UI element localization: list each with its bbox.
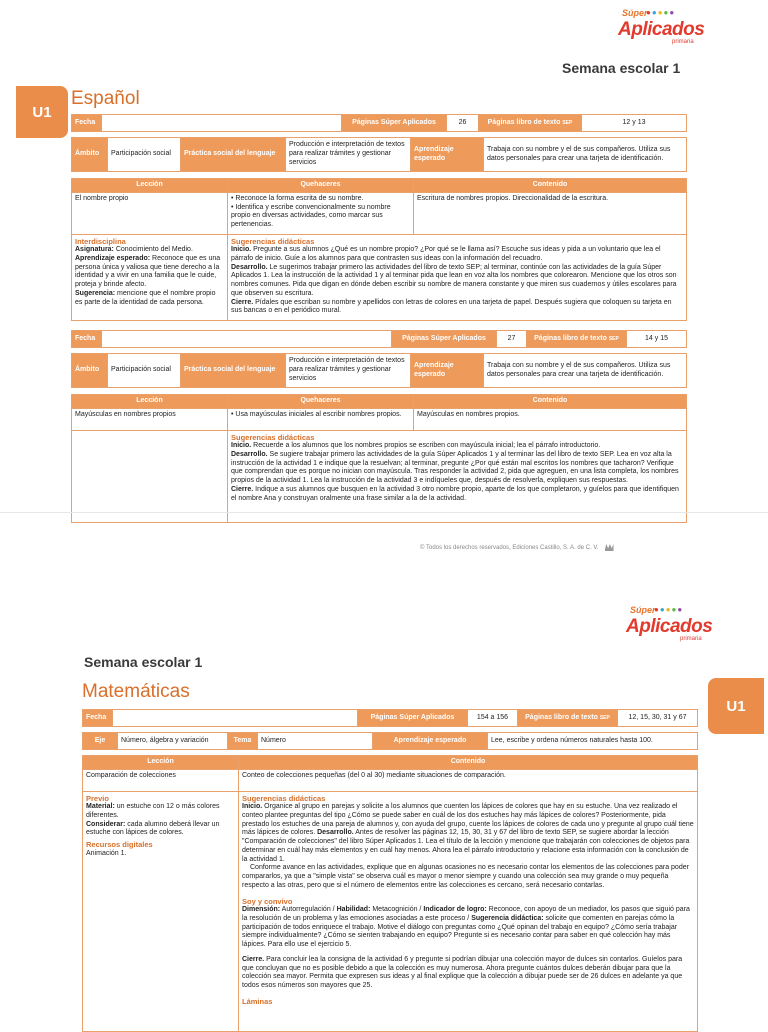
- copyright-footer: © Todos los derechos reservados, Ediciones Castillo, S. A. de C. V.: [420, 544, 614, 551]
- leccion-header: Lección: [72, 179, 228, 193]
- aprendizaje-label: Aprendizaje esperado: [411, 138, 484, 172]
- ambito-value: Participación social: [108, 354, 181, 388]
- paginas-label: Páginas Súper Aplicados: [358, 710, 468, 727]
- aprendizaje-value: Trabaja con su nombre y el de sus compañeros. Utiliza sus datos personales para crear una tarjeta de identificación.: [484, 354, 687, 388]
- practica-label: Práctica social del lenguaje: [181, 354, 286, 388]
- practica-value: Producción e interpretación de textos para realizar trámites y gestionar servicios: [286, 354, 411, 388]
- quehacer-item: • Usa mayúsculas iniciales al escribir nombres propios.: [231, 410, 402, 418]
- soy-convivo-title: Soy y convivo: [242, 896, 293, 906]
- quehaceres-header: Quehaceres: [228, 179, 414, 193]
- fecha-field[interactable]: [113, 710, 358, 727]
- math-header-row: [82, 709, 698, 727]
- leccion-header: Lección: [72, 395, 228, 409]
- lesson-2-header-row: [71, 330, 687, 348]
- recursos-value: Animación 1.: [86, 849, 127, 857]
- libro-value: 12, 15, 30, 31 y 67: [618, 710, 698, 727]
- aprendizaje-label: Aprendizaje esperado: [373, 733, 488, 750]
- quehacer-item: • Identifica y escribe convencionalmente su nombre propio en diversas actividades, como marcar sus pertenencias.: [231, 203, 391, 228]
- previo-title: Previo: [86, 793, 109, 803]
- contenido-value: Escritura de nombres propios. Direccionalidad de la escritura.: [414, 192, 687, 234]
- sugerencias-box: Sugerencias didácticas Inicio. Recuerde a los alumnos que los nombres propios se escriben con mayúscula inicial; lea el párrafo introductorio. Desarrollo. Se sugiere trabajar primero las actividades de la guía Súper Aplicados 1 y al terminar las del libro de texto SEP. Lea en voz alta la instrucción de la actividad 1 e indique que la resuelvan; al terminar, pregunte ¿Por qué están mal escritos los nombres que tacharon? Verifique que comprendan que es porque no inician con mayúscula. Tras responder la actividad 2, pida que agreguen, en una lista completa, los nombres propios de la actividad 1. Lea la instrucción de la actividad 3 e indíqueles que, después de resolverla, expliquen sus respuestas. Cierre. Indique a sus alumnos que busquen en la actividad 3 otro nombre propio, aparte de los que completaron, y guíelos para que identifiquen el nombre Ana y construyan oralmente una frase similar a la de la actividad.: [228, 430, 687, 522]
- quehaceres-header: Quehaceres: [228, 395, 414, 409]
- fecha-field[interactable]: [102, 115, 342, 132]
- aprendizaje-value: Lee, escribe y ordena números naturales hasta 100.: [488, 733, 698, 750]
- practica-value: Producción e interpretación de textos para realizar trámites y gestionar servicios: [286, 138, 411, 172]
- libro-value: 14 y 15: [627, 331, 687, 348]
- tema-label: Tema: [228, 733, 258, 750]
- lesson-1-content-table: [71, 178, 687, 321]
- paginas-value: 154 a 156: [468, 710, 518, 727]
- sugerencias-box: Sugerencias didácticas Inicio. Pregunte a sus alumnos ¿Qué es un nombre propio? ¿Por qué se le llama así? Escuche sus ideas y pida a un voluntario que lea el párrafo de inicio. Guíe a los alumnos para que contrasten sus ideas con la información del recuadro. Desarrollo. Le sugerimos trabajar primero las actividades del libro de texto SEP; al terminar, continúe con las actividades de la guía Súper Aplicados 1. Lea la instrucción de la actividad 1 y al terminar pida que lean en voz alta los nombres que colorearon. Mencione que los otros son nombres comunes. Pida que digan en dónde deben escribir su nombre de manera constante y que miren sus cuadernos y útiles escolares para que observen su escritura. Cierre. Pídales que escriban su nombre y apellidos con letras de colores en una tarjeta de papel. Después sugiera que coloquen su tarjeta en sus bancas o en el periódico mural.: [228, 234, 687, 320]
- math-content-table: [82, 755, 698, 1032]
- libro-label: Páginas libro de texto SEP: [479, 115, 582, 132]
- paginas-value: 27: [497, 331, 527, 348]
- paginas-value: 26: [447, 115, 479, 132]
- super-aplicados-logo: Súper ●●●●● Aplicados primaria: [626, 605, 713, 642]
- quehacer-item: • Reconoce la forma escrita de su nombre.: [231, 194, 364, 202]
- quehaceres-list: [228, 192, 414, 234]
- paginas-label: Páginas Súper Aplicados: [342, 115, 447, 132]
- libro-value: 12 y 13: [582, 115, 687, 132]
- laminas-title: Láminas: [242, 996, 273, 1006]
- libro-label: Páginas libro de texto SEP: [518, 710, 618, 727]
- super-aplicados-logo: Súper ●●●●● Aplicados primaria: [618, 8, 705, 45]
- sugerencias-title: Sugerencias didácticas: [242, 793, 326, 803]
- eje-label: Eje: [83, 733, 118, 750]
- ambito-value: Participación social: [108, 138, 181, 172]
- contenido-header: Contenido: [239, 756, 698, 770]
- contenido-value: Mayúsculas en nombres propios.: [414, 408, 687, 430]
- fecha-label: Fecha: [72, 115, 102, 132]
- fecha-label: Fecha: [83, 710, 113, 727]
- subject-title: Matemáticas: [82, 681, 190, 702]
- lesson-1-ambito-row: [71, 137, 687, 172]
- leccion-value: Comparación de colecciones: [83, 769, 239, 791]
- recursos-title: Recursos digitales: [86, 840, 153, 850]
- lesson-1-header-row: [71, 114, 687, 132]
- aprendizaje-label: Aprendizaje esperado: [411, 354, 484, 388]
- aprendizaje-value: Trabaja con su nombre y el de sus compañeros. Utiliza sus datos personales para crear una tarjeta de identificación.: [484, 138, 687, 172]
- previo-box: Previo Material: un estuche con 12 o más colores diferentes. Considerar: cada alumno deberá llevar un estuche con lápices de colores. Recursos digitales Animación 1.: [83, 791, 239, 1031]
- week-title: Semana escolar 1: [562, 60, 681, 76]
- contenido-header: Contenido: [414, 395, 687, 409]
- fecha-label: Fecha: [72, 331, 102, 348]
- tema-value: Número: [258, 733, 373, 750]
- lesson-2-ambito-row: [71, 353, 687, 388]
- leccion-header: Lección: [83, 756, 239, 770]
- lesson-2-content-table: [71, 394, 687, 523]
- ambito-label: Ámbito: [72, 138, 108, 172]
- unit-badge: U1: [708, 678, 764, 734]
- logo-dots-icon: ●●●●●: [646, 8, 676, 17]
- sugerencias-title: Sugerencias didácticas: [231, 432, 315, 442]
- fecha-field[interactable]: [102, 331, 392, 348]
- eje-value: Número, álgebra y variación: [118, 733, 228, 750]
- sugerencias-box: Sugerencias didácticas Inicio. Organice al grupo en parejas y solicite a los alumnos que cuenten los lápices de colores que hay en su estuche. Una vez realizado el conteo plantee preguntas del tipo ¿Cómo se puede saber en cuál de los dos estuches hay más lápices de colores? Posteriormente, pida prestado los estuches de una pareja de alumnos y, con ayuda del grupo, cuente los lápices de colores de cada uno y pregunte al grupo cuál tiene más lápices de colores. Desarrollo. Antes de resolver las páginas 12, 15, 30, 31 y 67 del libro de texto SEP, se sugiere abordar la lección "Comparación de colecciones" del libro Súper Aplicados 1. Lea el título de la lección y mencione que trabajarán con colecciones de objetos para determinar en cuál hay más elementos y en cuál hay menos. Ahora lea el párrafo introductorio y relacione esta información con la conclusión de la actividad 1. Conforme avance en las actividades, explique que en algunas ocasiones no es necesario contar los elementos de las colecciones para poder compararlos, ya que a "simple vista" se observa cuál es mayor o menor siempre y cuando una colección sea muy grande o muy pequeña respecto a las otras, pero que si el número de elementos entre las colecciones es cercano, será necesario contarlas. Soy y convivo Dimensión: Autorregulación / Habilidad: Metacognición / Indicador de logro: Reconoce, con apoyo de un mediador, los pasos que siguió para la resolución de un problema y las emociones asociadas a este proceso / Sugerencia didáctica: solicite que comenten en parejas cómo la participación de todos enriquece el trabajo. Motive el diálogo con preguntas como ¿Qué opinan del trabajo en equipo? ¿Cómo sería trabajar siempre individualmente? ¿Cómo se sienten trabajando en equipo? Pregunte si es necesario contar para saber en qué colección hay más lápices. Para ello use el ejercicio 5. Cierre. Para concluir lea la consigna de la actividad 6 y pregunte si podrían dibujar una colección mayor de dulces sin contarlos. Guíelos para que concluyan que no es posible debido a que la colección es muy numerosa. Ahora pregunte cuántos dulces deberán dibujar para que la colección sea mayor. Permita que expresen sus ideas y al final explique que la colección a dibujar puede ser de 26 dulces en adelante ya que todos esos números son mayores que 25. Láminas: [239, 791, 698, 1031]
- leccion-value: El nombre propio: [72, 192, 228, 234]
- ambito-label: Ámbito: [72, 354, 108, 388]
- blank-cell: [72, 430, 228, 522]
- logo-dots-icon: ●●●●●: [654, 605, 684, 614]
- libro-label: Páginas libro de texto SEP: [527, 331, 627, 348]
- quehaceres-list: [228, 408, 414, 430]
- subject-title: Español: [71, 88, 140, 109]
- contenido-header: Contenido: [414, 179, 687, 193]
- math-eje-row: [82, 732, 698, 750]
- contenido-value: Conteo de colecciones pequeñas (del 0 al 30) mediante situaciones de comparación.: [239, 769, 698, 791]
- practica-label: Práctica social del lenguaje: [181, 138, 286, 172]
- interdisciplina-box: Interdisciplina Asignatura: Conocimiento del Medio. Aprendizaje esperado: Reconoce que es una persona única y valiosa que tiene derecho a la identidad y a vivir en una familia que le cuide, proteja y brinde afecto. Sugerencia: mencione que el nombre propio es parte de la identidad de cada persona.: [72, 234, 228, 320]
- paginas-label: Páginas Súper Aplicados: [392, 331, 497, 348]
- page-matematicas: [0, 512, 768, 1025]
- interdisciplina-title: Interdisciplina: [75, 236, 126, 246]
- sugerencias-title: Sugerencias didácticas: [231, 236, 315, 246]
- week-title: Semana escolar 1: [84, 654, 203, 670]
- leccion-value: Mayúsculas en nombres propios: [72, 408, 228, 430]
- unit-badge: U1: [16, 86, 68, 138]
